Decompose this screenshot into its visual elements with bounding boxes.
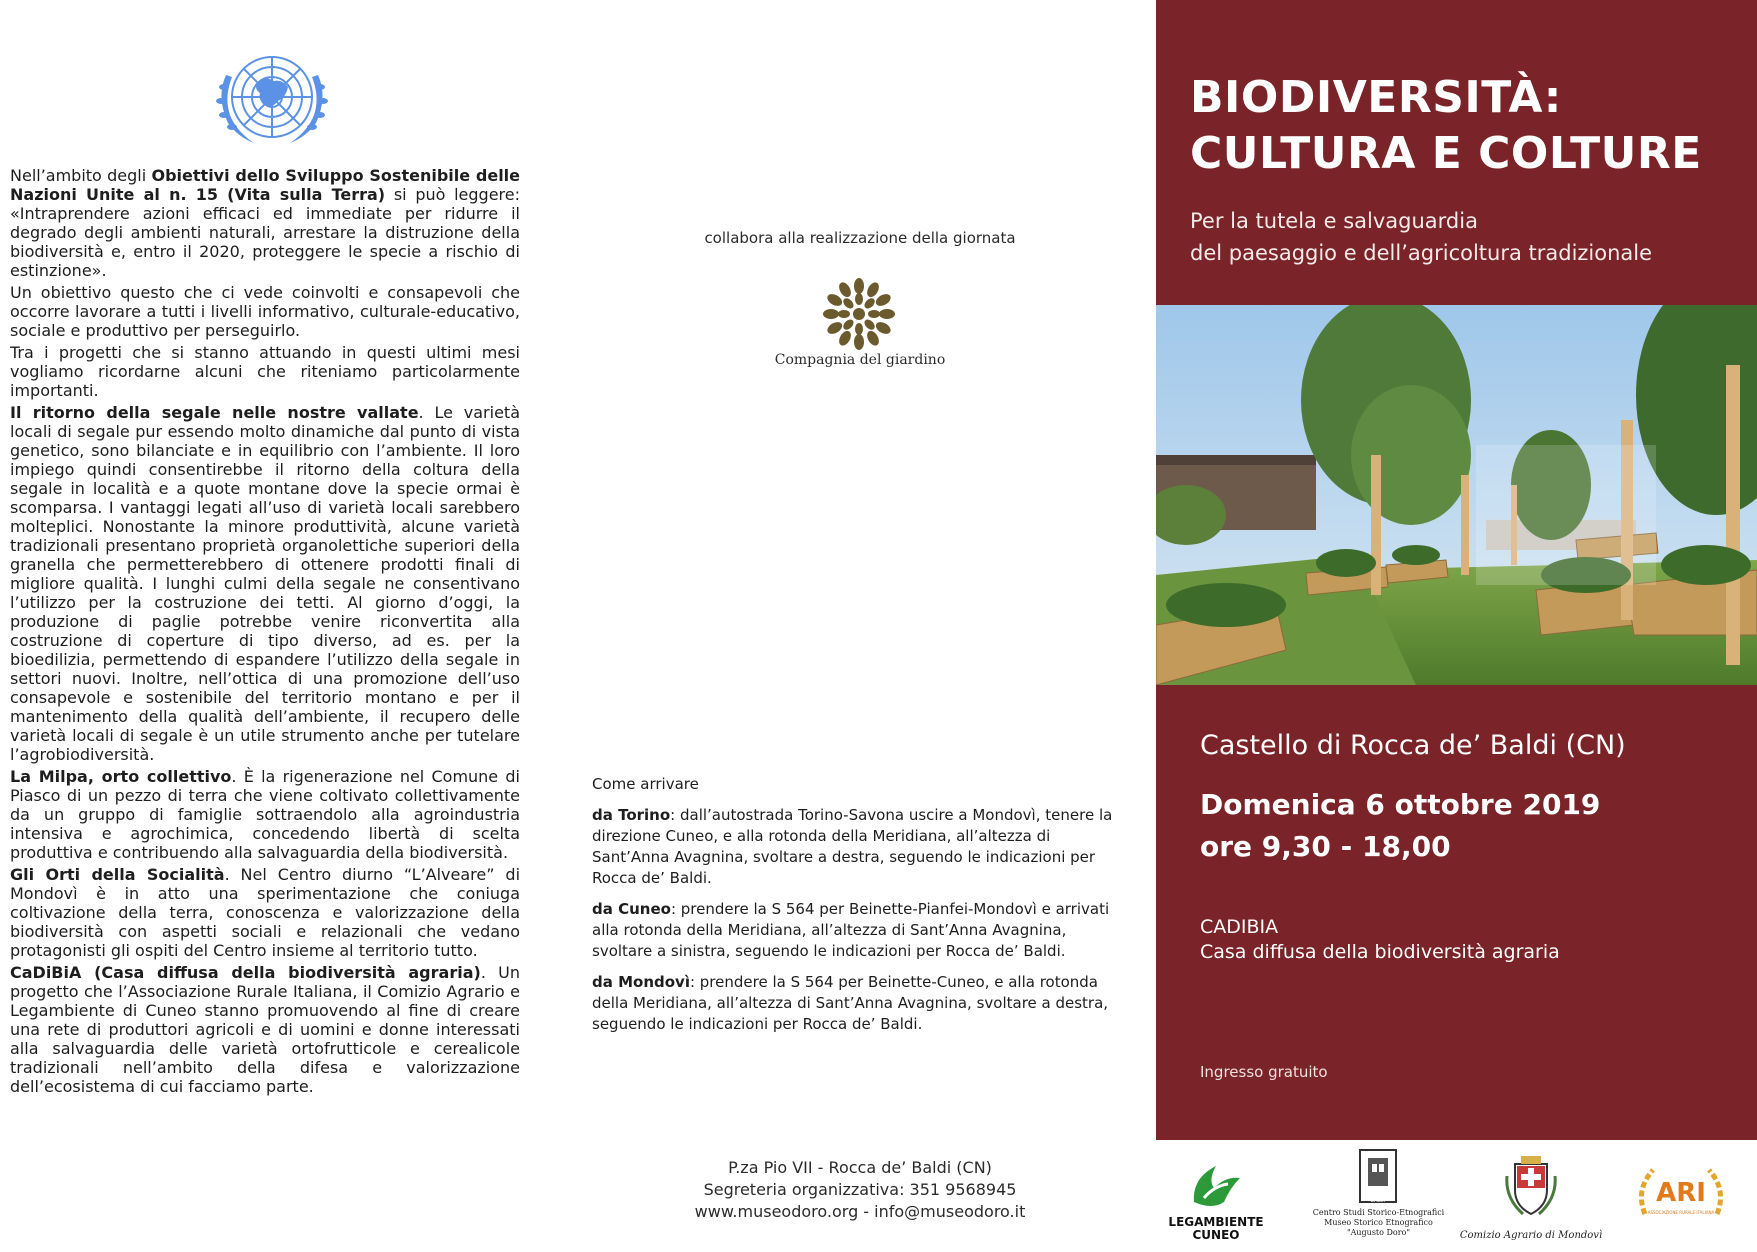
- event-date: Domenica 6 ottobre 2019: [1200, 788, 1601, 821]
- contact-address: P.za Pio VII - Rocca de’ Baldi (CN): [728, 1158, 992, 1177]
- museo-logo-text: ROCCA DE' BALDI: [1364, 1192, 1392, 1204]
- title-panel: [1156, 0, 1757, 305]
- paragraph-projects-intro: Tra i progetti che si stanno attuando in questi ultimi mesi vogliamo ricordarne alcuni che riteniamo particolarmente importanti.: [10, 343, 520, 400]
- ari-label: ARI: [1656, 1178, 1706, 1208]
- ari-sub-label: ASSOCIAZIONE RURALE ITALIANA: [1647, 1210, 1715, 1215]
- compagnia-del-giardino-name: Compagnia del giardino: [774, 352, 946, 368]
- middle-column: [580, 0, 1150, 1252]
- event-title: BIODIVERSITÀ: CULTURA E COLTURE: [1190, 72, 1702, 179]
- garden-photo: [1156, 305, 1757, 685]
- paragraph-segale: Il ritorno della segale nelle nostre vallate. Le varietà locali di segale pur essendo molto dinamiche dal punto di vista genetico, sono bilanciate e in equilibrio con l’ambiente. Il loro impiego quindi consentirebbe il ritorno della coltura della segale in località e a quote montane dove la specie ormai è scomparsa. I vantaggi legati all’uso di varietà locali sarebbero molteplici. Nonostante la minore produttività, alcune varietà tradizionali presentano proprietà organolettiche superiori della granella che permetterebbero di ottenere prodotti finali di migliore qualità. I lunghi culmi della segale ne consentivano l’utilizzo per la costruzione dei tetti. Al giorno d’oggi, la produzione di paglie potrebbe venire riconvertita alla costruzione di coperture di tipo diverso, ad es. per la bioedilizia, permettendo di espandere l’utilizzo della segale in settori nuovi. Inoltre, nell’ottica di una promozione dell’uso consapevole e sostenibile del territorio montano e per il mantenimento della qualità dell’ambiente, il recupero delle varietà locali di segale è un utile strumento anche per tutelare l’agrobiodiversità.: [10, 403, 521, 764]
- paragraph-objective: Un obiettivo questo che ci vede coinvolti e consapevoli che occorre lavorare a tutti i livelli informativo, culturale-educativo, sociale e produttivo per perseguirlo.: [10, 283, 520, 340]
- paragraph-orti: Gli Orti della Socialità. Nel Centro diurno “L’Alveare” di Mondovì è in atto una sperimentazione che coniuga coltivazione della terra, conoscenza e valorizzazione della biodiversità con aspetti sociali e relazionali che vedano protagonisti gli ospiti del Centro insieme al territorio tutto.: [10, 865, 521, 960]
- contact-secretary: Segreteria organizzativa: 351 9568945: [703, 1180, 1017, 1199]
- sponsor-logos: [1156, 1140, 1757, 1252]
- contact-web[interactable]: www.museodoro.org - info@museodoro.it: [694, 1202, 1026, 1221]
- route-torino: da Torino: dall’autostrada Torino-Savona uscire a Mondovì, tenere la direzione Cuneo, e alla rotonda della Meridiana, all’altezza di Sant’Anna Avagnina, svoltare a destra, seguendo le indicazioni per Rocca de’ Baldi.: [592, 806, 1113, 887]
- event-location: Castello di Rocca de’ Baldi (CN): [1200, 730, 1626, 761]
- paragraph-sdg: Nell’ambito degli Obiettivi dello Sviluppo Sostenibile delle Nazioni Unite al n. 15 (Vita sulla Terra) si può leggere: «Intraprendere azioni efficaci ed immediate per ridurre il degrado degli ambienti naturali, arrestare la distruzione della biodiversità e, entro il 2020, proteggere le specie a rischio di estinzione».: [10, 166, 521, 280]
- comizio-agrario-crest-icon: [1501, 1154, 1561, 1220]
- museo-doro-label: Centro Studi Storico-Etnografici Museo Storico Etnografico "Augusto Doro": [1312, 1208, 1445, 1237]
- comizio-agrario-label: Comizio Agrario di Mondovì: [1459, 1230, 1603, 1241]
- right-panel: [1156, 0, 1757, 1252]
- left-body-text: [10, 166, 520, 1099]
- paragraph-milpa: La Milpa, orto collettivo. È la rigenerazione nel Comune di Piasco di un pezzo di terra che viene coltivato collettivamente da un gruppo di famiglie sottraendolo alla agroindustria intensiva e agrochimica, concedendo libertà di scelta produttiva e contribuendo alla salvaguardia della biodiversità.: [10, 767, 520, 862]
- route-mondovi: da Mondovì: prendere la S 564 per Beinette-Cuneo, e alla rotonda della Meridiana, all’altezza di Sant’Anna Avagnina, svoltare a destra, seguendo le indicazioni per Rocca de’ Baldi.: [592, 973, 1109, 1033]
- collaboration-note: collabora alla realizzazione della giornata: [704, 229, 1016, 247]
- event-hours: ore 9,30 - 18,00: [1200, 830, 1451, 863]
- directions-heading: Come arrivare: [592, 775, 699, 793]
- free-entry-note: Ingresso gratuito: [1200, 1063, 1328, 1081]
- contact-block: [580, 1157, 1140, 1223]
- legambiente-logo-icon: [1186, 1158, 1246, 1214]
- un-emblem-icon: [202, 45, 342, 153]
- left-column: [10, 0, 520, 1252]
- route-cuneo: da Cuneo: prendere la S 564 per Beinette-Pianfei-Mondovì e arrivati alla rotonda della Meridiana, all’altezza di Sant’Anna Avagnina, svoltare a sinistra, seguendo le indicazioni per Rocca de’ Baldi.: [592, 900, 1110, 960]
- legambiente-label: LEGAMBIENTE CUNEO: [1168, 1215, 1264, 1242]
- cadibia-block: CADIBIA Casa diffusa della biodiversità agraria: [1200, 916, 1560, 963]
- directions-section: [592, 774, 1122, 1045]
- event-info-panel: [1156, 685, 1757, 1140]
- event-subtitle: Per la tutela e salvaguardia del paesaggio e dell’agricoltura tradizionale: [1190, 209, 1653, 265]
- paragraph-cadibia: CaDiBiA (Casa diffusa della biodiversità agraria). Un progetto che l’Associazione Rurale Italiana, il Comizio Agrario e Legambiente di Cuneo stanno promuovendo al fine di creare una rete di produttori agricoli e di uomini e donne interessati alla salvaguardia delle varietà ortofrutticole e cerealicole tradizionali nell’ambito della difesa e valorizzazione dell’ecosistema di cui facciamo parte.: [10, 963, 520, 1096]
